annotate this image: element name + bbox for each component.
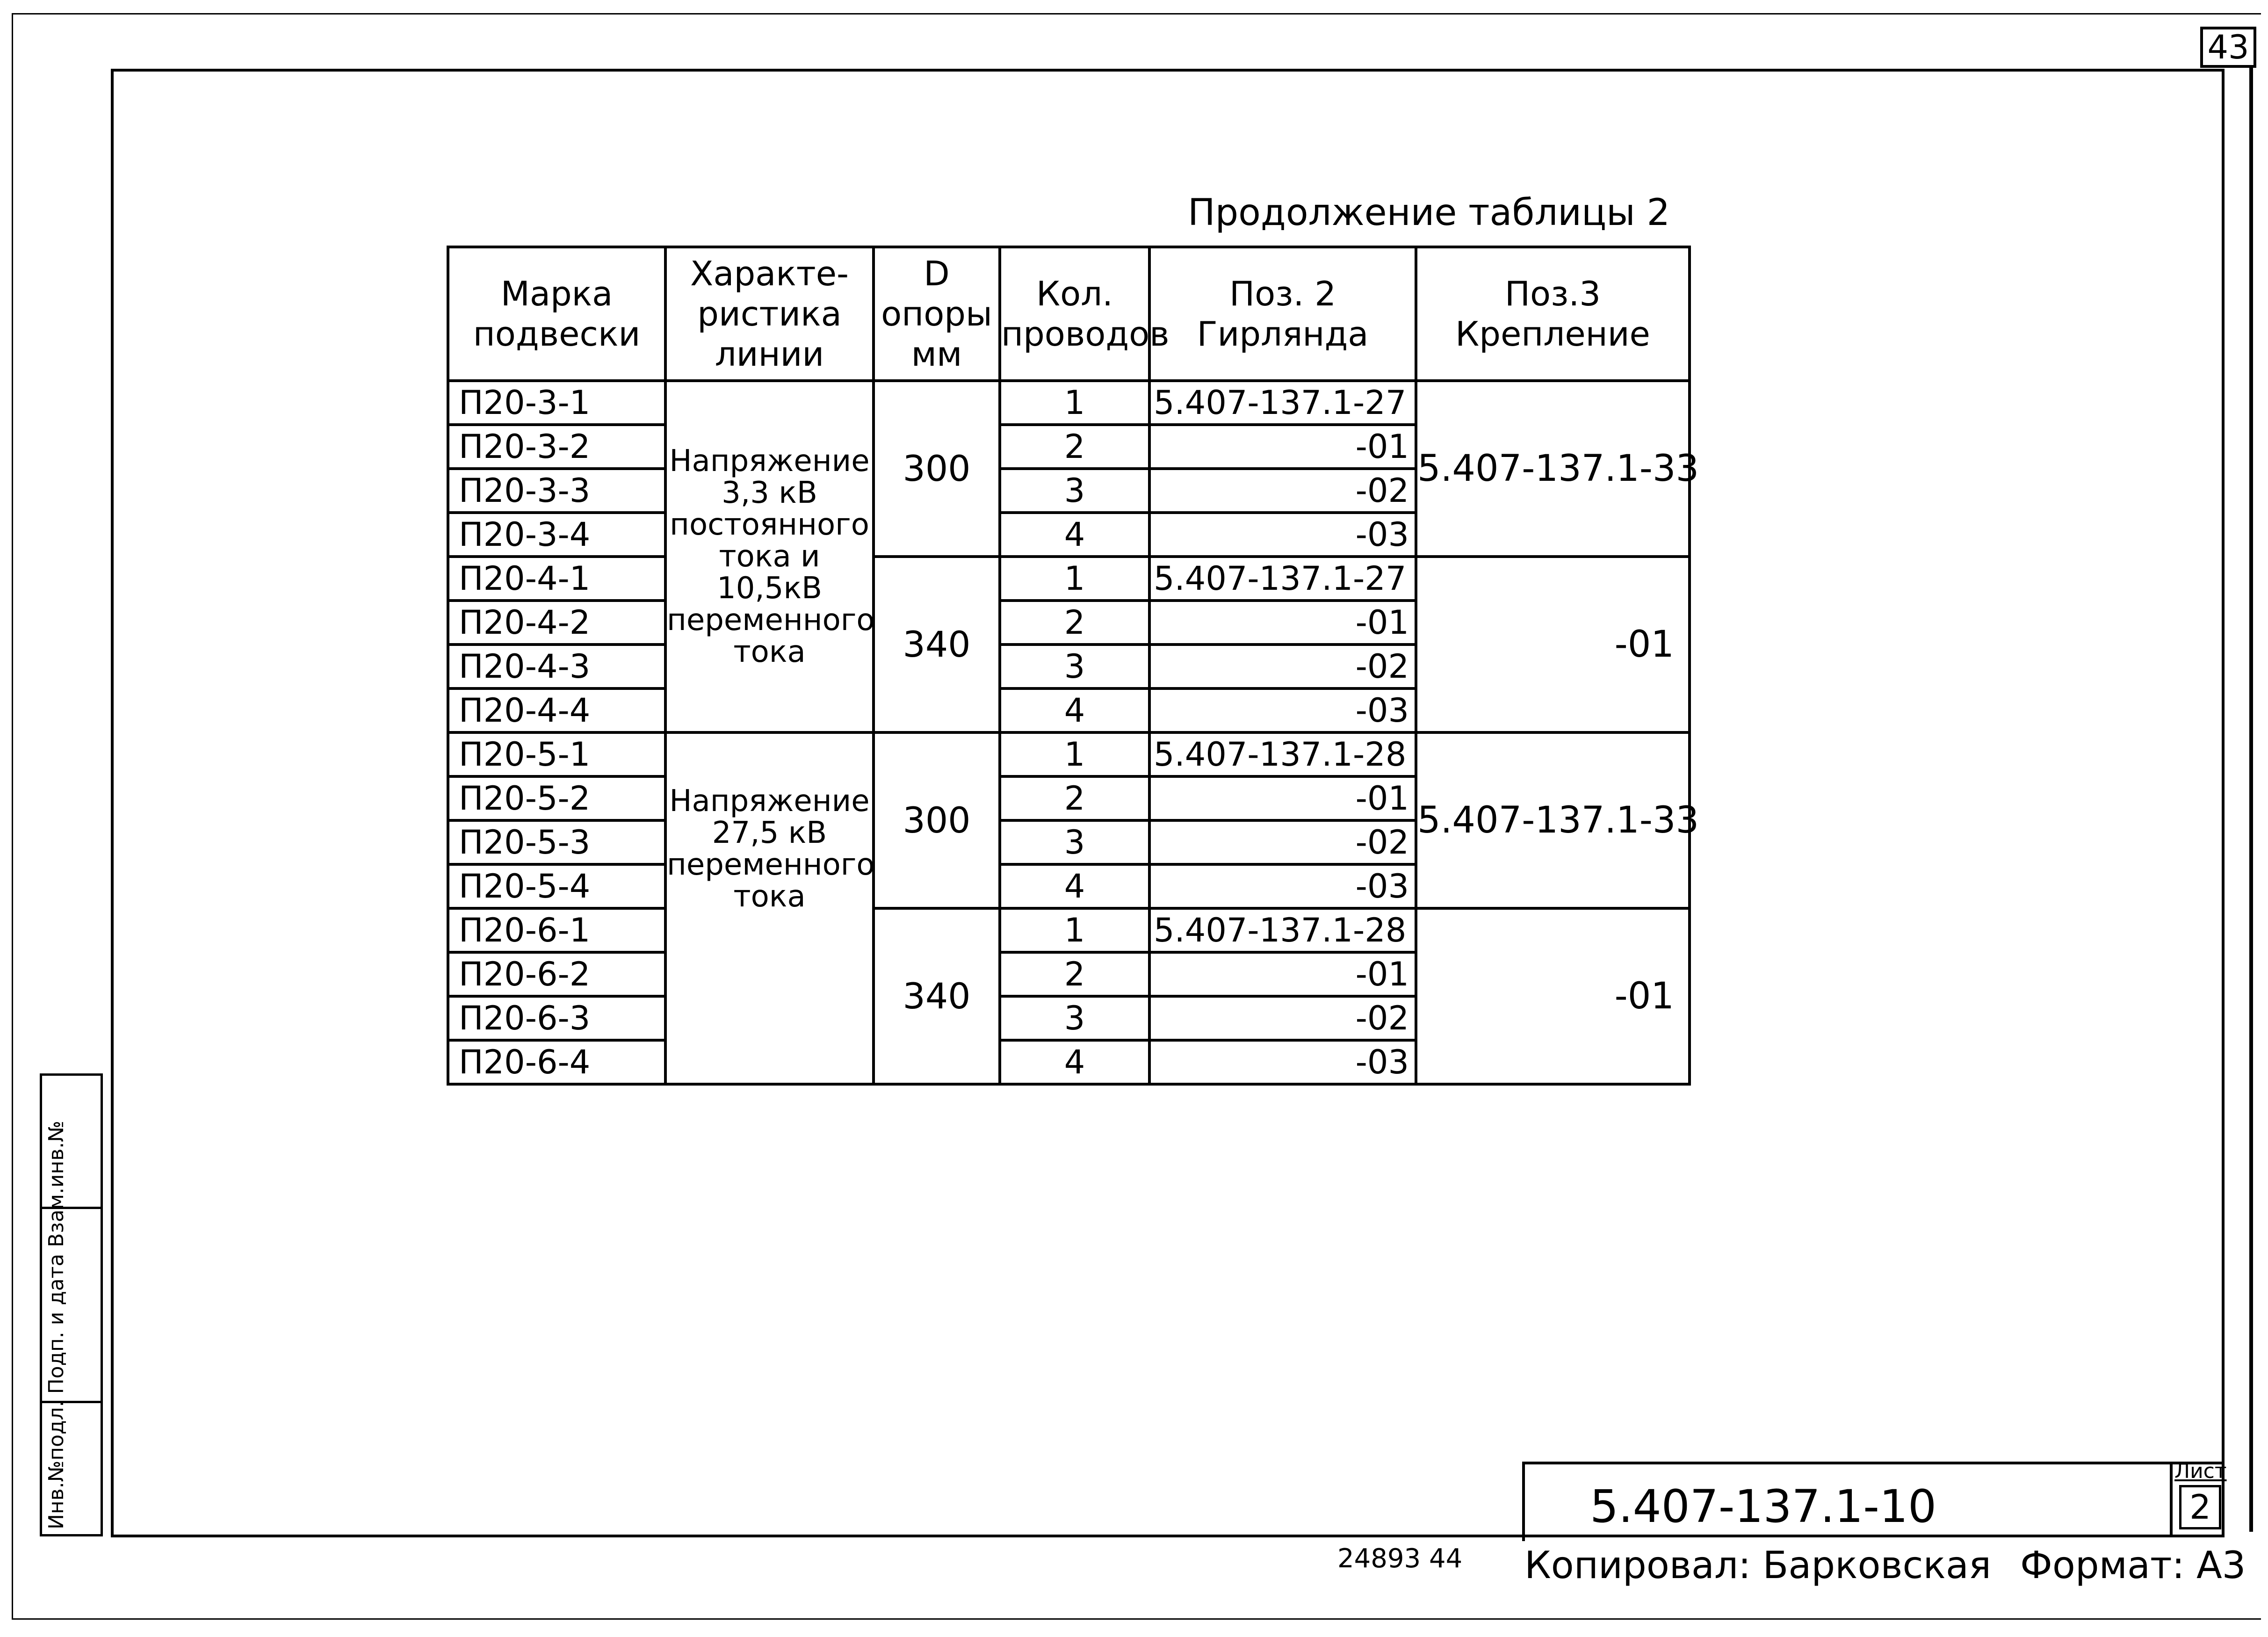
pos2-cell: -02 (1149, 996, 1416, 1040)
characteristic-cell: Напряжение 27,5 кВ переменного тока (665, 732, 874, 1084)
mark-cell: П20-6-3 (448, 996, 665, 1040)
count-cell: 2 (1000, 776, 1149, 820)
diameter-cell: 300 (874, 732, 1000, 908)
pos3-cell: 5.407-137.1-33 (1416, 732, 1690, 908)
side-stamp-text: Инв.№подл. Подп. и дата Взам.инв.№ (44, 1120, 68, 1529)
mark-cell: П20-5-1 (448, 732, 665, 776)
header-mark: Марка подвески (448, 247, 665, 381)
mark-cell: П20-3-3 (448, 469, 665, 513)
diameter-cell: 340 (874, 557, 1000, 732)
pos2-cell: 5.407-137.1-27 (1149, 557, 1416, 601)
sheet-label: Лист (2174, 1459, 2227, 1483)
paper-format: Формат: А3 (2020, 1543, 2246, 1587)
copied-by: Копировал: Барковская (1524, 1543, 1992, 1587)
pos2-cell: -01 (1149, 601, 1416, 645)
count-cell: 4 (1000, 513, 1149, 557)
page-number: 43 (2200, 27, 2256, 68)
pos2-cell: -02 (1149, 820, 1416, 864)
count-cell: 2 (1000, 952, 1149, 996)
table-caption: Продолжение таблицы 2 (1188, 192, 1670, 234)
count-cell: 3 (1000, 820, 1149, 864)
mark-cell: П20-5-3 (448, 820, 665, 864)
mark-cell: П20-3-2 (448, 425, 665, 469)
count-cell: 1 (1000, 732, 1149, 776)
count-cell: 3 (1000, 645, 1149, 688)
mark-cell: П20-5-4 (448, 864, 665, 908)
count-cell: 4 (1000, 688, 1149, 732)
characteristic-cell: Напряжение 3,3 кВ постоянного тока и 10,5кВ переменного тока (665, 381, 874, 732)
outer-top-line (12, 13, 2261, 14)
header-diameter: D опоры мм (874, 247, 1000, 381)
count-cell: 2 (1000, 601, 1149, 645)
header-characteristic: Характе-ристика линии (665, 247, 874, 381)
count-cell: 3 (1000, 469, 1149, 513)
specification-table (447, 246, 1699, 1086)
pos2-cell: -01 (1149, 776, 1416, 820)
sheet-number: 2 (2179, 1485, 2221, 1529)
pos2-cell: -03 (1149, 864, 1416, 908)
count-cell: 1 (1000, 557, 1149, 601)
pos3-cell: 5.407-137.1-33 (1416, 381, 1690, 557)
mark-cell: П20-3-1 (448, 381, 665, 425)
count-cell: 4 (1000, 1040, 1149, 1084)
document-code: 5.407-137.1-10 (1590, 1480, 1937, 1533)
header-pos3: Поз.3 Крепление (1416, 247, 1690, 381)
pos2-cell: -01 (1149, 425, 1416, 469)
pos2-cell: -03 (1149, 513, 1416, 557)
pos2-cell: -03 (1149, 1040, 1416, 1084)
pos2-cell: -03 (1149, 688, 1416, 732)
outer-bottom-line (12, 1618, 2261, 1620)
outer-left-line (12, 13, 13, 1620)
mark-cell: П20-5-2 (448, 776, 665, 820)
archive-numbers: 24893 44 (1337, 1543, 1463, 1574)
pos2-cell: 5.407-137.1-27 (1149, 381, 1416, 425)
count-cell: 1 (1000, 381, 1149, 425)
count-cell: 1 (1000, 908, 1149, 952)
count-cell: 3 (1000, 996, 1149, 1040)
pos2-cell: 5.407-137.1-28 (1149, 732, 1416, 776)
mark-cell: П20-3-4 (448, 513, 665, 557)
mark-cell: П20-4-4 (448, 688, 665, 732)
pos3-cell: -01 (1416, 557, 1690, 732)
header-pos2: Поз. 2 Гирлянда (1149, 247, 1416, 381)
pos2-cell: -02 (1149, 645, 1416, 688)
mark-cell: П20-6-1 (448, 908, 665, 952)
diameter-cell: 340 (874, 908, 1000, 1084)
pos3-cell: -01 (1416, 908, 1690, 1084)
header-wire-count: Кол. проводов (1000, 247, 1149, 381)
pos2-cell: -01 (1149, 952, 1416, 996)
diameter-cell: 300 (874, 381, 1000, 557)
mark-cell: П20-6-2 (448, 952, 665, 996)
mark-cell: П20-4-2 (448, 601, 665, 645)
count-cell: 2 (1000, 425, 1149, 469)
frame-right-edge (2249, 68, 2253, 1532)
pos2-cell: 5.407-137.1-28 (1149, 908, 1416, 952)
mark-cell: П20-6-4 (448, 1040, 665, 1084)
mark-cell: П20-4-3 (448, 645, 665, 688)
pos2-cell: -02 (1149, 469, 1416, 513)
count-cell: 4 (1000, 864, 1149, 908)
mark-cell: П20-4-1 (448, 557, 665, 601)
